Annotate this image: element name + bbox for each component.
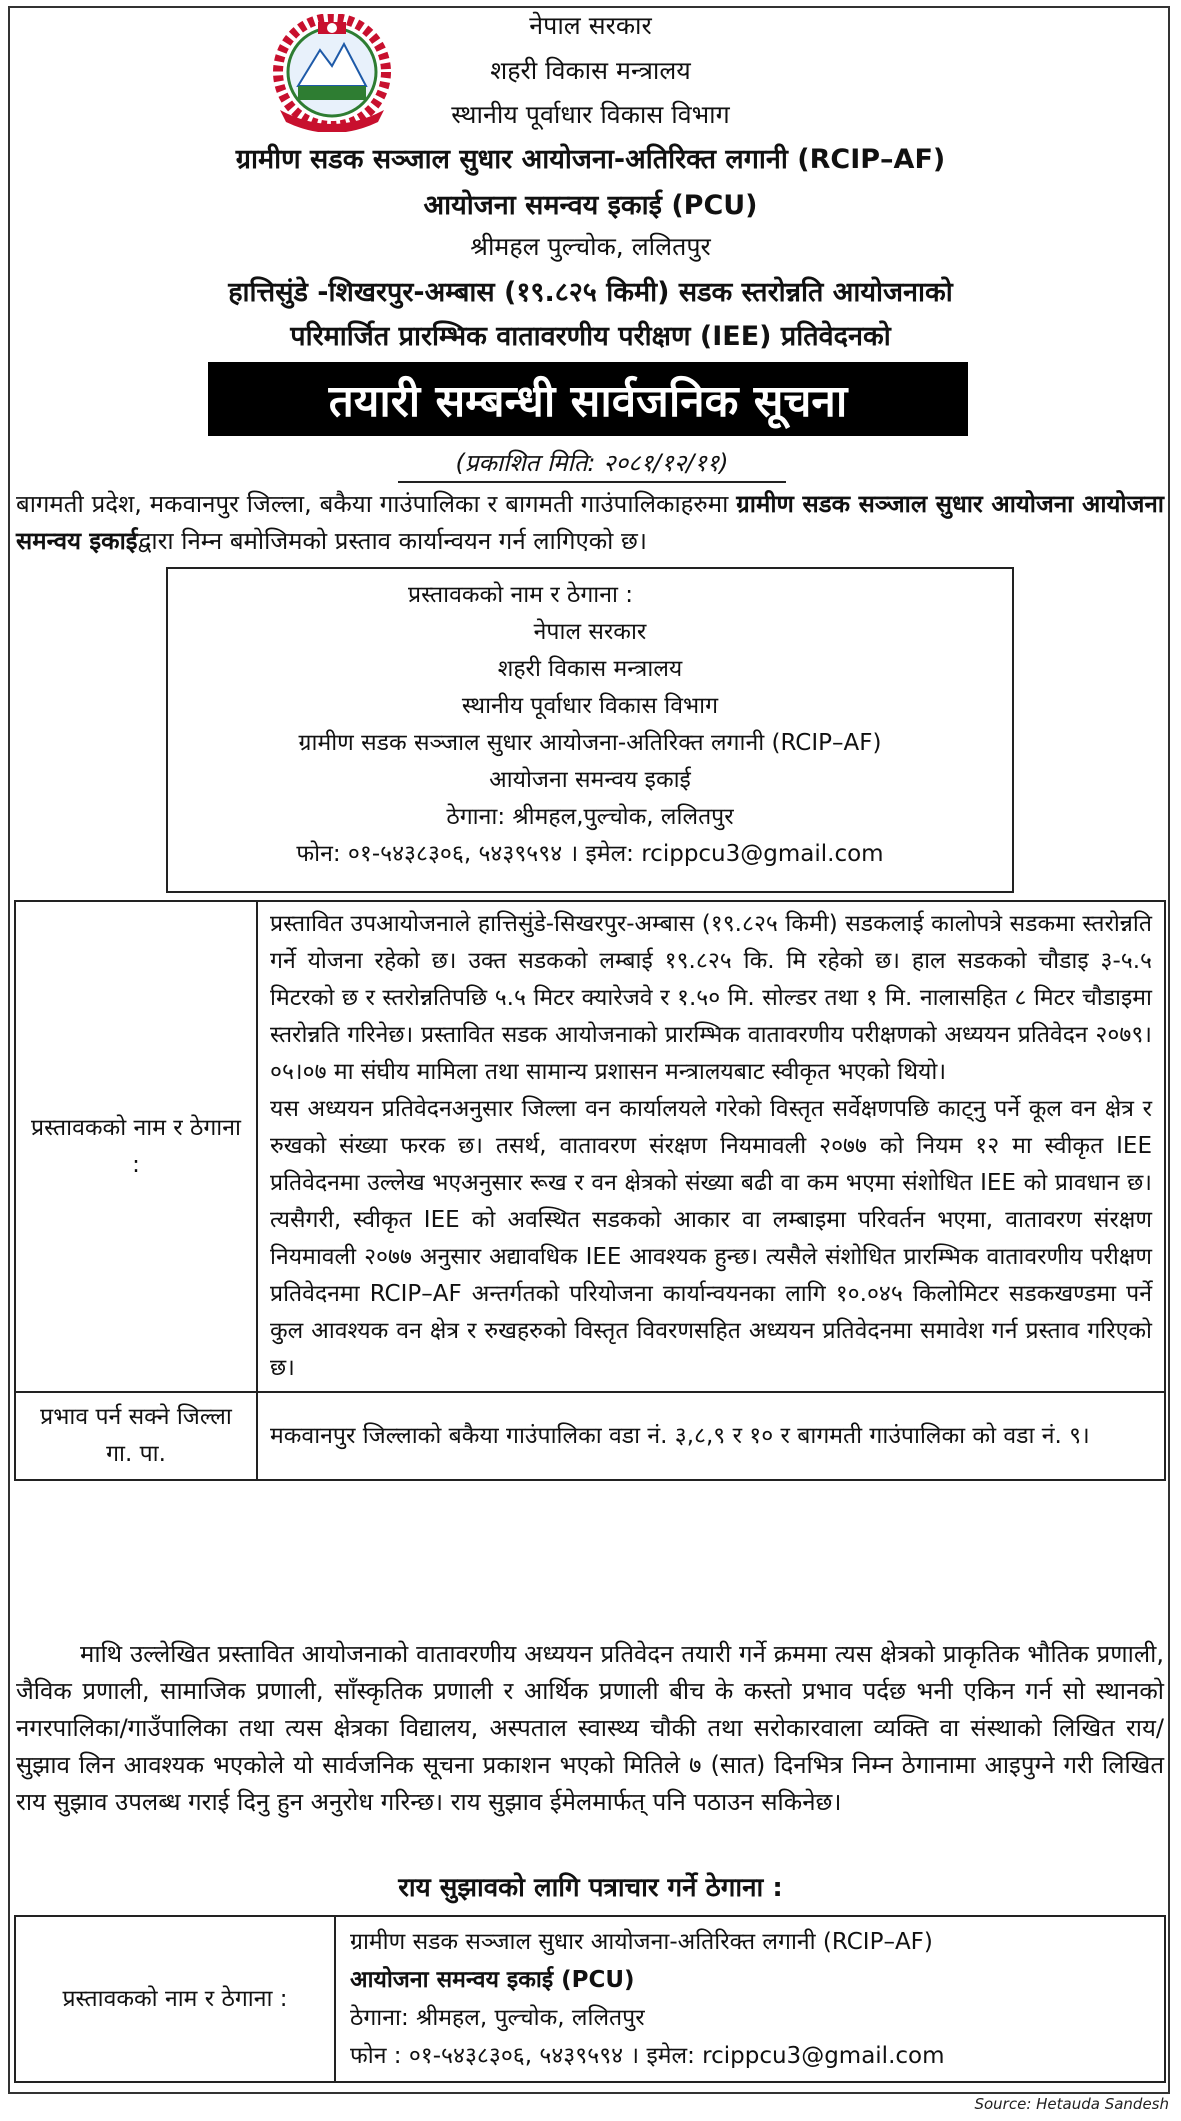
contact-label: प्रस्तावकको नाम र ठेगाना : (15, 1916, 335, 2082)
subject-line-2: परिमार्जित प्रारम्भिक वातावरणीय परीक्षण (IEE) प्रतिवेदनको (290, 321, 891, 352)
description-paragraph-2: यस अध्ययन प्रतिवेदनअनुसार जिल्ला वन कार्यालयले गरेको विस्तृत सर्वेक्षणपछि काट्नु पर्ने कूल वन क्षेत्र र रुखको संख्या फरक छ। तसर्थ, वातावरण संरक्षण नियमावली २०७७ को नियम १२ मा स्वीकृत IEE प्रतिवेदनमा उल्लेख भएअनुसार रूख र वन क्षेत्रको संख्या बढी वा कम भएमा संशोधित IEE को प्रावधान छ। त्यसैगरी, स्वीकृत IEE को अवस्थित सडकको आकार वा लम्बाइमा परिवर्तन भएमा, वातावरण संरक्षण नियमावली २०७७ अनुसार अद्यावधिक IEE आवश्यक हुन्छ। त्यसैले संशोधित प्रारम्भिक वातावरणीय परीक्षण प्रतिवेदनमा RCIP–AF अन्तर्गतको परियोजना कार्यान्वयनका लागि १०.०४५ किलोमिटर सडकखण्डमा पर्ने कुल आवश्यक वन क्षेत्र र रुखहरुको विस्तृत विवरणसहित अध्ययन प्रतिवेदनमा समावेश गर्न प्रस्ताव गरिएको छ। (270, 1096, 1152, 1381)
header-address: श्रीमहल पुल्चोक, ललितपुर (470, 232, 711, 261)
proposer-heading: प्रस्तावकको नाम र ठेगाना : (408, 582, 634, 608)
table-row (15, 1392, 1165, 1480)
proposer-line-government: नेपाल सरकार (533, 619, 647, 645)
proposer-line-address: ठेगाना: श्रीमहल,पुल्चोक, ललितपुर (446, 804, 734, 830)
contact-project: ग्रामीण सडक सञ्जाल सुधार आयोजना-अतिरिक्त लगानी (RCIP–AF) (350, 1929, 933, 1955)
contact-table (14, 1915, 1166, 2083)
published-date: (प्रकाशित मिति: २०८१/१२/११) (398, 446, 786, 483)
contact-phone-email: फोन : ०१-५४३८३०६, ५४३९५९४ । इमेल: rcippcu3@gmail.com (350, 2043, 945, 2069)
details-table (14, 900, 1166, 1481)
header-unit: आयोजना समन्वय इकाई (PCU) (423, 190, 758, 221)
row-label-affected-area: प्रभाव पर्न सक्ने जिल्ला गा. पा. (15, 1392, 257, 1480)
subject-line-1: हात्तिसुंडे -शिखरपुर-अम्बास (१९.८२५ किमी) सडक स्तरोन्नति आयोजनाको (228, 277, 953, 308)
header-project-name: ग्रामीण सडक सञ्जाल सुधार आयोजना-अतिरिक्त लगानी (RCIP–AF) (235, 144, 946, 175)
correspondence-heading: राय सुझावको लागि पत्राचार गर्ने ठेगाना : (398, 1873, 783, 1903)
contact-unit: आयोजना समन्वय इकाई (PCU) (350, 1967, 635, 1993)
row-value-description (257, 901, 1165, 1392)
proposer-line-department: स्थानीय पूर्वाधार विकास विभाग (461, 693, 719, 719)
source-credit: Source: Hetauda Sandesh (974, 2095, 1169, 2113)
row-label-proposer: प्रस्तावकको नाम र ठेगाना : (15, 901, 257, 1392)
description-paragraph-1: प्रस्तावित उपआयोजनाले हात्तिसुंडे-सिखरपुर-अम्बास (१९.८२५ किमी) सडकलाई कालोपत्रे सडकमा स्तरोन्नति गर्ने योजना रहेको छ। उक्त सडकको लम्बाई १९.८२५ कि. मि रहेको छ। हाल सडकको चौडाइ ३-५.५ मिटरको छ र स्तरोन्नतिपछि ५.५ मिटर क्यारेजवे र १.५० मि. सोल्डर तथा १ मि. नालासहित ८ मिटर चौडाइमा स्तरोन्नति गरिनेछ। प्रस्तावित सडक आयोजनाको प्रारम्भिक वातावरणीय परीक्षणको अध्ययन प्रतिवेदन २०७९।०५।०७ मा संघीय मामिला तथा सामान्य प्रशासन मन्त्रालयबाट स्वीकृत भएको थियो। (270, 911, 1152, 1085)
proposer-line-project: ग्रामीण सडक सञ्जाल सुधार आयोजना-अतिरिक्त लगानी (RCIP–AF) (298, 730, 882, 756)
proposer-line-contact: फोन: ०१-५४३८३०६, ५४३९५९४ । इमेल: rcippcu3@gmail.com (296, 841, 884, 867)
notice-title-banner: तयारी सम्बन्धी सार्वजनिक सूचना (208, 362, 968, 436)
contact-address: ठेगाना: श्रीमहल, पुल्चोक, ललितपुर (350, 2005, 645, 2031)
table-row (15, 1916, 1165, 2082)
intro-text-bold: ग्रामीण सडक सञ्जाल सुधार आयोजना आयोजना समन्वय इकाई (16, 490, 1164, 555)
intro-text-1: बागमती प्रदेश, मकवानपुर जिल्ला, बकैया गाउंपालिका र बागमती गाउंपालिकाहरुमा (16, 490, 737, 518)
proposer-line-ministry: शहरी विकास मन्त्रालय (497, 656, 683, 682)
header-department: स्थानीय पूर्वाधार विकास विभाग (451, 100, 730, 129)
table-row (15, 901, 1165, 1392)
header-ministry: शहरी विकास मन्त्रालय (490, 56, 691, 85)
intro-text-2: द्वारा निम्न बमोजिमको प्रस्ताव कार्यान्वयन गर्न लागिएको छ। (137, 527, 647, 555)
contact-details (335, 1916, 1165, 2082)
proposer-box (166, 567, 1014, 893)
request-paragraph: माथि उल्लेखित प्रस्तावित आयोजनाको वातावरणीय अध्ययन प्रतिवेदन तयारी गर्ने क्रममा त्यस क्षेत्रको प्राकृतिक भौतिक प्रणाली, जैविक प्रणाली, सामाजिक प्रणाली, साँस्कृतिक प्रणाली र आर्थिक प्रणाली बीच के कस्तो प्रभाव पर्दछ भनी एकिन गर्न सो स्थानको नगरपालिका/गाउँपालिका तथा त्यस क्षेत्रका विद्यालय, अस्पताल स्वास्थ्य चौकी तथा सरोकारवाला व्यक्ति वा संस्थाको लिखित राय/सुझाव लिन आवश्यक भएकोले यो सार्वजनिक सूचना प्रकाशन भएको मितिले ७ (सात) दिनभित्र निम्न ठेगानामा आइपुग्ने गरी लिखित राय सुझाव उपलब्ध गराई दिनु हुन अनुरोध गरिन्छ। राय सुझाव ईमेलमार्फत् पनि पठाउन सकिनेछ। (16, 1640, 1164, 1816)
row-value-affected-area: मकवानपुर जिल्लाको बकैया गाउंपालिका वडा नं. ३,८,९ र १० र बागमती गाउंपालिका को वडा नं. ९। (257, 1392, 1165, 1480)
header-government: नेपाल सरकार (529, 11, 652, 40)
proposer-line-unit: आयोजना समन्वय इकाई (489, 767, 691, 793)
intro-paragraph (16, 486, 1164, 560)
